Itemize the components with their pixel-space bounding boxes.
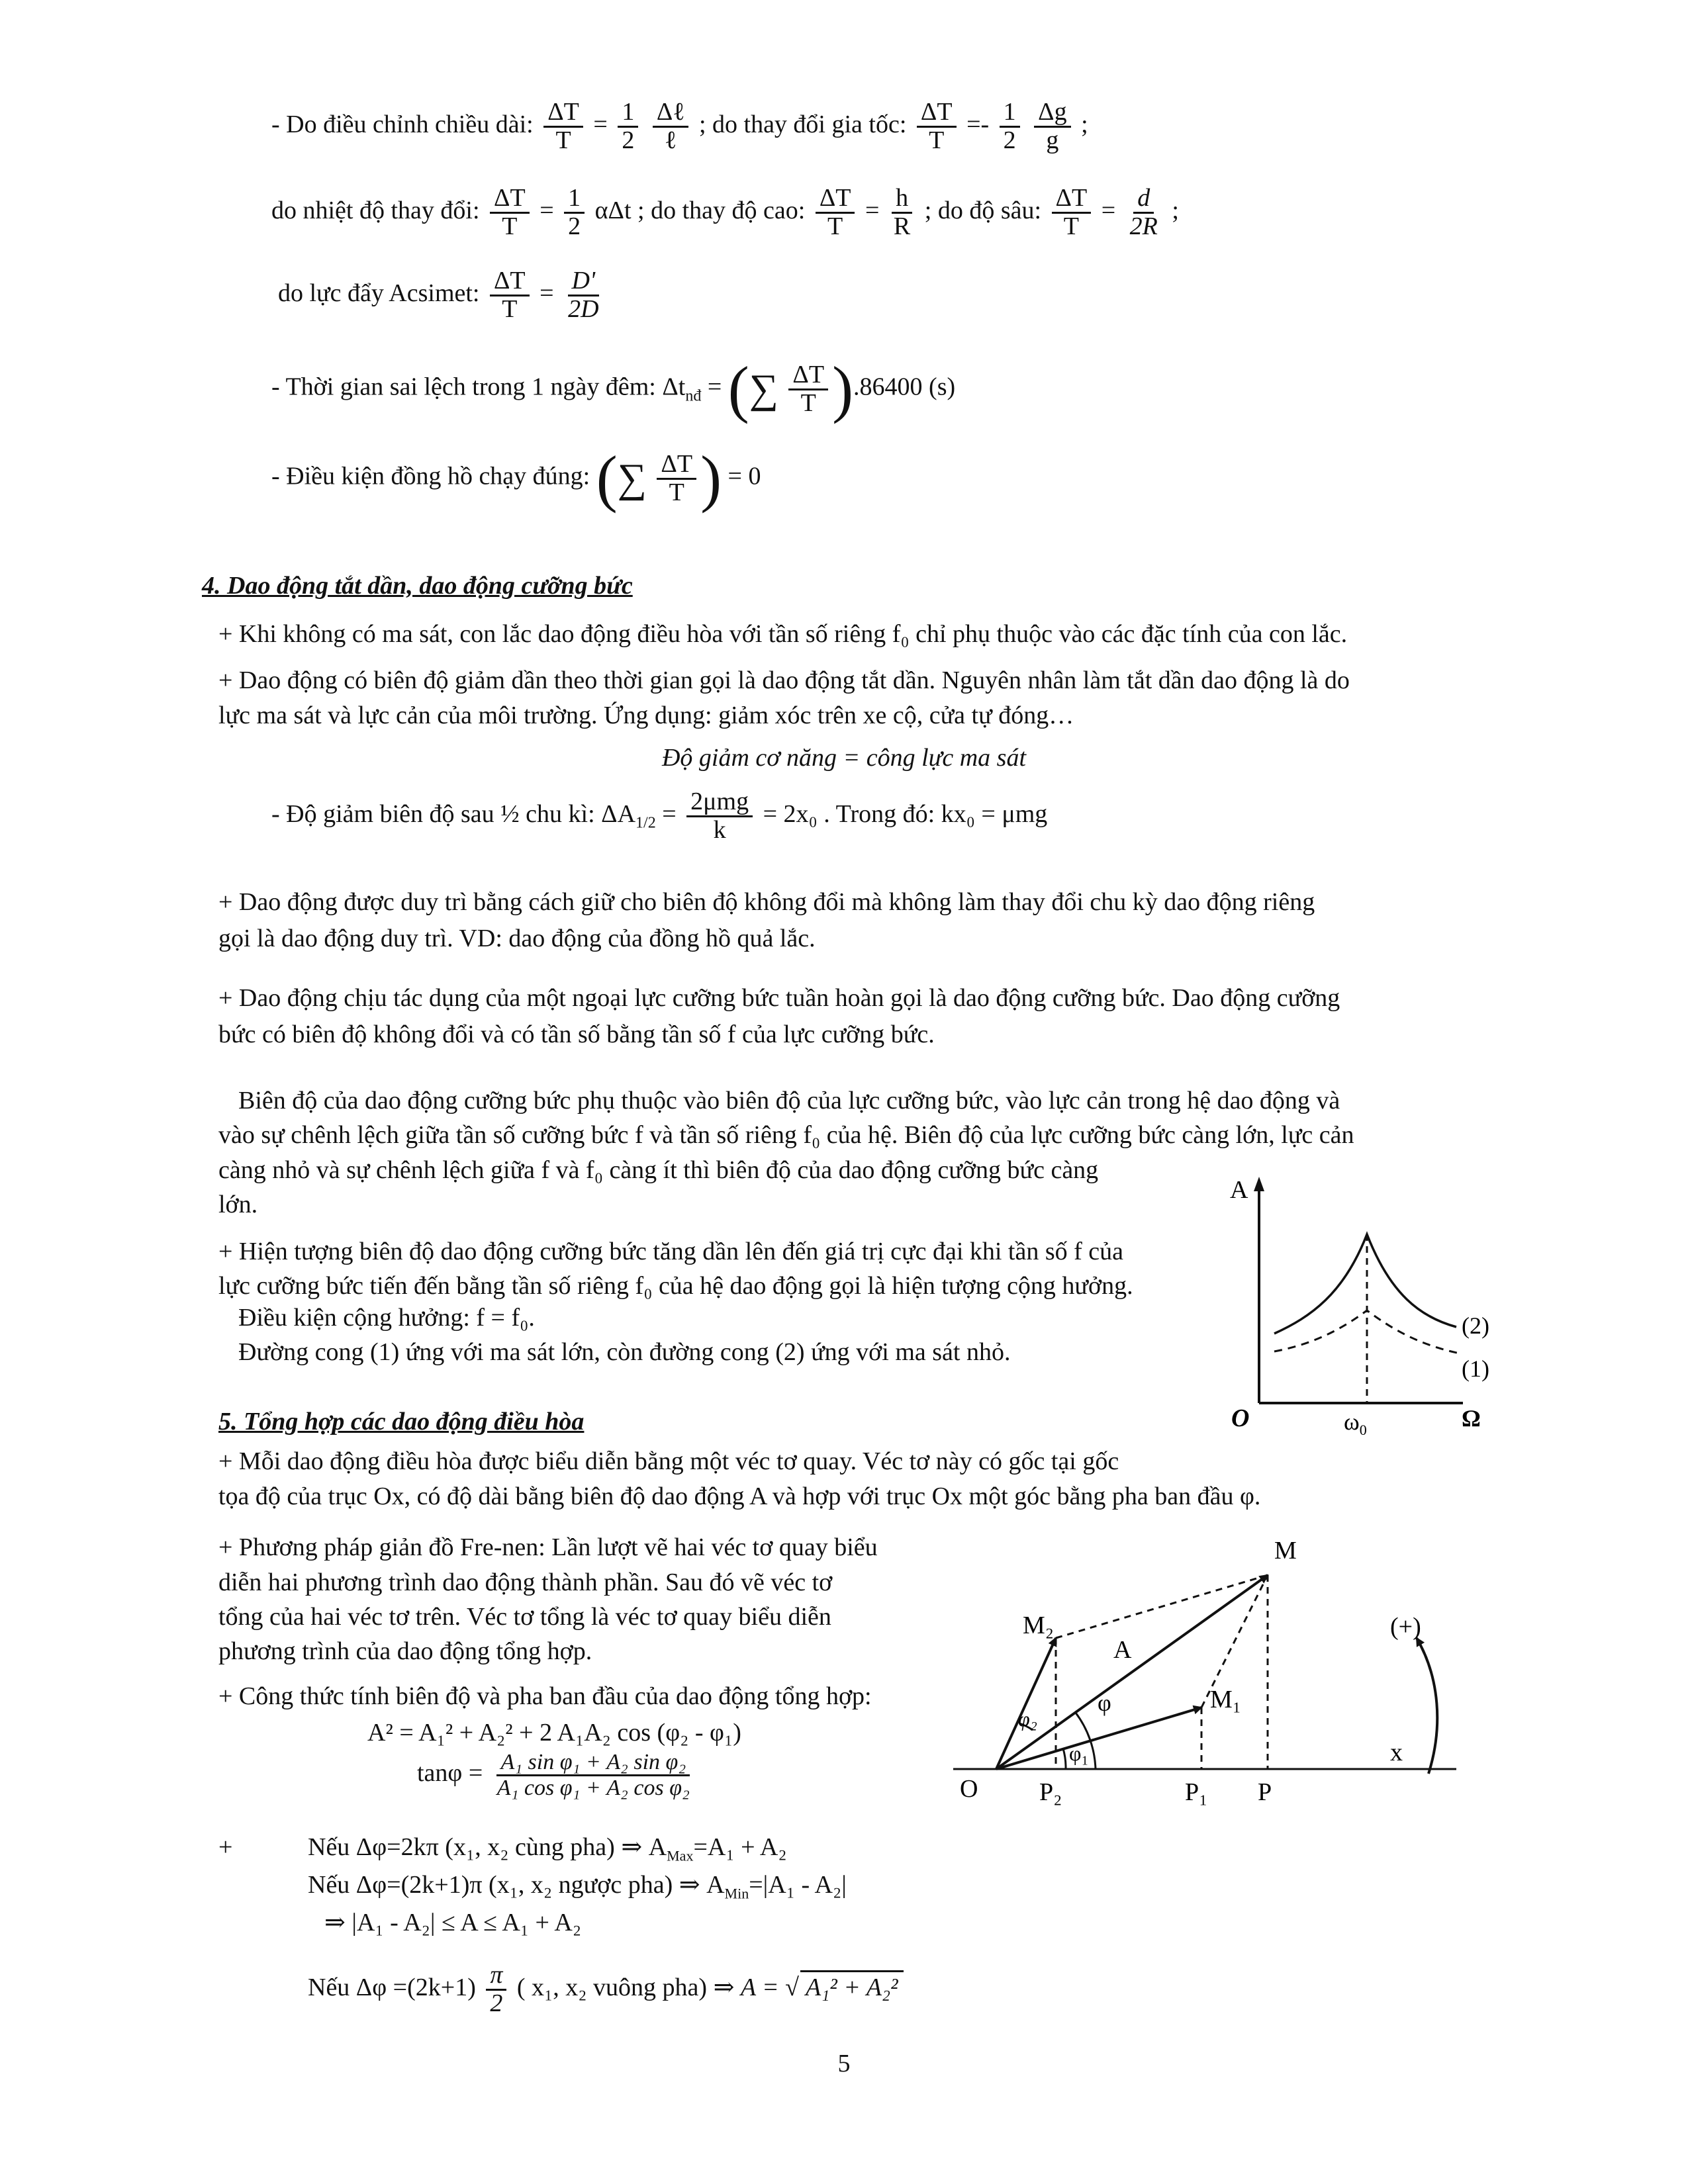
s4-paragraph-5a: Biên độ của dao động cưỡng bức phụ thuộc vào biên độ của lực cưỡng bức, vào lực cản trong hệ dao động và	[238, 1087, 1340, 1115]
curve-1-solid	[1274, 1234, 1456, 1334]
peak-label: $\omega_0$	[1344, 1408, 1367, 1436]
formula-line-correct-clock: - Điều kiện đồng hồ chạy đúng: (∑ $\frac{\Delta T}{T}$ ) = 0	[271, 443, 761, 514]
s4-paragraph-4b: bức có biên độ không đổi và có tần số bằng tần số f của lực cưỡng bức.	[218, 1021, 935, 1048]
formula-line-daily-error: - Thời gian sai lệch trong 1 ngày đêm: $\Delta t_{nđ}$ = (∑ $\frac{\Delta T}{T}$ ).86400 (s)	[271, 353, 956, 424]
s4-paragraph-6a: + Hiện tượng biên độ dao động cưỡng bức tăng dần lên đến giá trị cực đại khi tần số f của	[218, 1238, 1124, 1265]
s4-paragraph-6b: lực cưỡng bức tiến đến bằng tần số riêng f₀ của hệ dao động gọi là hiện tượng cộng hưởng.	[218, 1272, 1133, 1300]
s4-paragraph-6d: Đường cong (1) ứng với ma sát lớn, còn đường cong (2) ứng với ma sát nhỏ.	[238, 1338, 1011, 1366]
label-length: - Do điều chỉnh chiều dài:	[271, 111, 534, 139]
s4-paragraph-4a: + Dao động chịu tác dụng của một ngoại lực cưỡng bức tuần hoàn gọi là dao động cưỡng bức. Dao động cưỡng	[218, 984, 1340, 1012]
label-P2: P₂	[1039, 1778, 1062, 1806]
frac-dg-g: $\frac{\Delta g}{g}$	[1034, 99, 1070, 154]
s5-paragraph-2b: diễn hai phương trình dao động thành phần. Sau đó vẽ véc tơ	[218, 1569, 833, 1596]
formula-amplitude-squared: A² = A₁² + A₂² + 2 A₁A₂ cos (φ₂ - φ₁)	[367, 1719, 741, 1747]
s5-paragraph-2d: phương trình của dao động tổng hợp.	[218, 1637, 592, 1665]
frac-tan-phi: $\frac{\text{A₁ sin φ₁ + A₂ sin φ₂}}{\text{A₁ cos φ₁ + A₂ cos φ₂}}$	[496, 1750, 690, 1800]
s4-amplitude-decrease: - Độ giảm biên độ sau ½ chu kì: $\Delta A_{1/2}$ = $\frac{\text{2μmg}}{k}$ = 2x₀ . Trong đó: kx₀ = μmg	[271, 788, 1048, 844]
frac-dT-T-5: $\frac{\Delta T}{T}$	[1052, 185, 1092, 240]
sum-symbol-2: ∑	[617, 456, 647, 501]
frac-half: $\frac{1}{2}$	[618, 99, 638, 154]
frac-d-2R: $\frac{d}{2R}$	[1129, 184, 1158, 240]
formula-tan-phi: tanφ = $\frac{\text{A₁ sin φ₁ + A₂ sin φ₂}}{\text{A₁ cos φ₁ + A₂ cos φ₂}}$	[417, 1751, 698, 1799]
frac-dT-T-4: $\frac{\Delta T}{T}$	[816, 185, 855, 240]
label-A: A	[1113, 1636, 1132, 1664]
resonance-graph	[1218, 1171, 1503, 1436]
label-gravity: ; do thay đổi gia tốc:	[698, 111, 907, 139]
s4-paragraph-3b: gọi là dao động duy trì. VD: dao động của đồng hồ quả lắc.	[218, 925, 816, 952]
curve-2-label: (2)	[1462, 1312, 1489, 1339]
case-in-phase: Nếu Δφ=2kπ (x₁, x₂ cùng pha) ⇒ $A_{Max}=A_1 + A_2$	[308, 1833, 787, 1864]
label-M2: M₂	[1023, 1612, 1055, 1639]
s5-paragraph-2c: tổng của hai véc tơ trên. Véc tơ tổng là véc tơ quay biểu diễn	[218, 1603, 831, 1631]
s4-paragraph-3a: + Dao động được duy trì bằng cách giữ cho biên độ không đổi mà không làm thay đổi chu kỳ dao động riêng	[218, 888, 1315, 916]
s4-center-line: Độ giảm cơ năng = công lực ma sát	[661, 744, 1027, 772]
formula-line-archimedes: do lực đẩy Acsimet: $\frac{\Delta T}{T}$ = $\frac{D'}{2D}$	[278, 268, 607, 323]
s5-paragraph-1a: + Mỗi dao động điều hòa được biểu diễn bằng một véc tơ quay. Véc tơ này có gốc tại gốc	[218, 1447, 1119, 1475]
label-P1: P₁	[1185, 1778, 1208, 1806]
s5-paragraph-1b: tọa độ của trục Ox, có độ dài bằng biên độ dao động A và hợp với trục Ox một góc bằng pha ban đầu φ.	[218, 1482, 1261, 1510]
s4-paragraph-5b: vào sự chênh lệch giữa tần số cưỡng bức f và tần số riêng f₀ của hệ. Biên độ của lực cưỡng bức càng lớn, lực cản	[218, 1121, 1354, 1149]
formula-line-length-gravity: - Do điều chỉnh chiều dài: $\frac{\Delta T}{T}$ = $\frac{1}{2}$ $\frac{\text{Δℓ}}{\text{ℓ}}$ ; do thay đổi gia tốc: $\frac{\Delta T}{T}$ =- $\frac{1}{2}$ $\frac{\Delta g}{g}$ ;	[271, 98, 1088, 154]
section-5-title: 5. Tổng hợp các dao động điều hòa	[218, 1408, 585, 1435]
s4-paragraph-2b: lực ma sát và lực cản của môi trường. Ứng dụng: giảm xóc trên xe cộ, cửa tự đóng…	[218, 702, 1074, 729]
label-phi1: φ₁	[1069, 1741, 1089, 1765]
curve-1-label: (1)	[1462, 1355, 1489, 1382]
x-axis-label: Ω	[1462, 1405, 1481, 1432]
frac-half-2: $\frac{1}{2}$	[1000, 99, 1020, 154]
s5-paragraph-2a: + Phương pháp giản đồ Fre-nen: Lần lượt vẽ hai véc tơ quay biểu	[218, 1533, 878, 1561]
frac-half-3: $\frac{1}{2}$	[564, 185, 585, 240]
fresnel-diagram	[940, 1516, 1509, 1846]
s4-paragraph-6c: Điều kiện cộng hưởng: f = f₀.	[238, 1304, 535, 1332]
page-number: 5	[837, 2050, 851, 2077]
label-P: P	[1258, 1778, 1272, 1806]
label-phi2: φ₂	[1018, 1707, 1037, 1731]
origin-label: O	[1231, 1404, 1250, 1432]
vector-M2	[996, 1638, 1056, 1769]
frac-dT-T-2: $\frac{\Delta T}{T}$	[917, 99, 957, 154]
s5-paragraph-3: + Công thức tính biên độ và pha ban đầu của dao động tổng hợp:	[218, 1682, 872, 1710]
label-M1: M₁	[1210, 1686, 1242, 1713]
label-M: M	[1274, 1537, 1297, 1565]
frac-2umg-k: $\frac{\text{2μmg}}{k}$	[686, 789, 753, 844]
frac-D-2D: $\frac{D'}{2D}$	[568, 267, 599, 323]
formula-line-temperature-height-depth: do nhiệt độ thay đổi: $\frac{\Delta T}{T}$ = $\frac{1}{2}$ αΔt ; do thay độ cao: $\frac{\Delta T}{T}$ = $\frac{h}{R}$ ; do độ sâu: $\frac{\Delta T}{T}$ = $\frac{d}{2R}$ ;	[271, 184, 1179, 240]
y-axis-arrow	[1254, 1177, 1264, 1191]
case-quadrature: Nếu Δφ =(2k+1) $\frac{\pi}{2}$ ( x₁, x₂ vuông pha) ⇒ A = √ A₁² + A₂²	[308, 1962, 904, 2017]
frac-dT-T-3: $\frac{\Delta T}{T}$	[490, 185, 530, 240]
s4-paragraph-5c: càng nhỏ và sự chênh lệch giữa f và f₀ càng ít thì biên độ của dao động cưỡng bức càng	[218, 1156, 1099, 1184]
s4-paragraph-1: + Khi không có ma sát, con lắc dao động điều hòa với tần số riêng f₀ chỉ phụ thuộc vào các đặc tính của con lắc.	[218, 620, 1348, 648]
s4-paragraph-2a: + Dao động có biên độ giảm dần theo thời gian gọi là dao động tắt dần. Nguyên nhân làm tắt dần dao động là do	[218, 666, 1350, 694]
case-plus-sign: +	[218, 1833, 233, 1861]
label-O: O	[960, 1775, 978, 1803]
case-amplitude-range: ⇒ |A₁ - A₂| ≤ A ≤ A₁ + A₂	[324, 1909, 582, 1936]
label-phi: φ	[1098, 1690, 1111, 1716]
frac-dT-T-8: $\frac{\Delta T}{T}$	[657, 451, 696, 506]
case-opposite-phase: Nếu Δφ=(2k+1)π (x₁, x₂ ngược pha) ⇒ $A_{Min}=|A_1 - A_2|$	[308, 1871, 847, 1902]
arc-phi1	[1063, 1749, 1066, 1769]
frac-dT-T-6: $\frac{\Delta T}{T}$	[490, 268, 530, 323]
sqrt-expression: A₁² + A₂²	[800, 1970, 904, 2003]
frac-dl-l: $\frac{\text{Δℓ}}{\text{ℓ}}$	[653, 99, 689, 154]
label-plus-direction: (+)	[1390, 1613, 1421, 1641]
section-4-title: 4. Dao động tắt dần, dao động cưỡng bức	[202, 572, 633, 600]
sum-symbol: ∑	[749, 367, 778, 412]
frac-h-R: $\frac{h}{R}$	[890, 185, 914, 240]
y-axis-label: A	[1230, 1176, 1248, 1204]
s4-paragraph-5d: lớn.	[218, 1191, 258, 1218]
parallelogram-top	[1056, 1575, 1268, 1638]
vector-A	[996, 1575, 1268, 1769]
frac-dT-T-7: $\frac{\Delta T}{T}$	[788, 362, 828, 417]
label-x: x	[1390, 1739, 1403, 1766]
frac-dT-T: $\frac{\Delta T}{T}$	[543, 99, 583, 154]
rotation-arrow	[1417, 1638, 1437, 1774]
frac-pi-2: $\frac{\pi}{2}$	[486, 1962, 506, 2017]
